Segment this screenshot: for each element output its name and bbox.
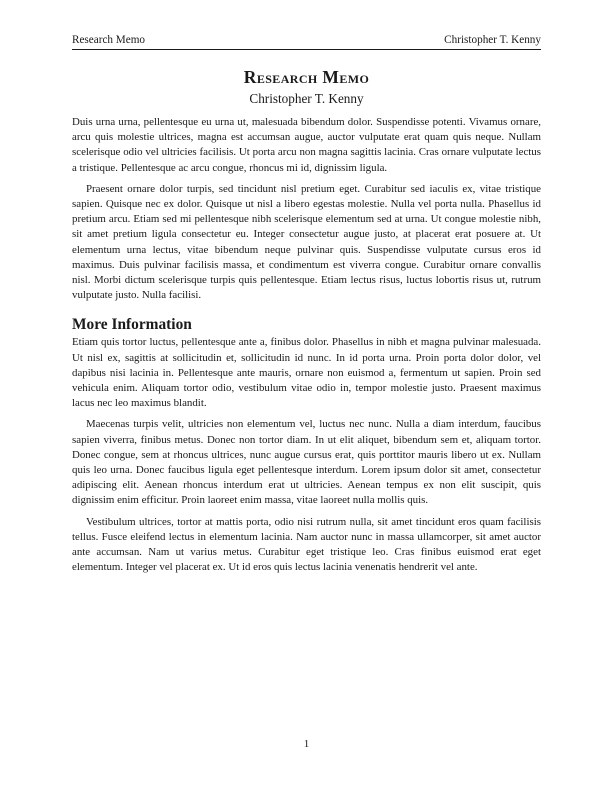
header-author: Christopher T. Kenny — [444, 34, 541, 46]
document-author: Christopher T. Kenny — [249, 91, 364, 106]
running-header — [72, 33, 541, 47]
document-page — [72, 0, 541, 792]
section-paragraph-3: Vestibulum ultrices, tortor at mattis porta, odio nisi rutrum nulla, sit amet tincidunt eros quam facilisis tellus. Fusce eleifend lectus in elementum lacinia. Nam auctor nunc in massa ullamcorper, sit amet auctor ante accumsan. Nam ut varius metus. Curabitur eget tristique leo. Cras finibus euismod erat eget elementum. Integer vel placerat ex. Ut id eros quis lectus lacinia venenatis hendrerit vel ante. — [72, 515, 541, 574]
section-heading: More Information — [72, 316, 192, 334]
document-body — [72, 115, 541, 581]
section-paragraph-2: Maecenas turpis velit, ultricies non elementum vel, luctus nec nunc. Nulla a diam interdum, faucibus sapien viverra, finibus metus. Donec non tortor diam. In ut elit aliquet, bibendum sem et, aliquam tortor. Donec congue, sem at rhoncus ultrices, nunc augue cursus erat, quis porttitor mauris libero ut ex. Nullam quis leo urna. Donec faucibus ligula eget pellentesque interdum. Lorem ipsum dolor sit amet, consectetur adipiscing elit. Aenean rhoncus interdum erat ut ultricies. Aenean tempus ex non elit suscipit, quis dignissim enim efficitur. Proin laoreet enim massa, vitae laoreet nulla mollis quis. — [72, 418, 541, 507]
header-rule — [72, 49, 541, 50]
header-title: Research Memo — [72, 34, 146, 46]
page-number: 1 — [303, 738, 310, 750]
body-paragraph-1: Duis urna urna, pellentesque eu urna ut, malesuada bibendum dolor. Suspendisse potenti. Vivamus ornare, arcu quis molestie ultrices, magna est accumsan augue, auctor vulputate erat quam quis neque. Nullam scelerisque odio vel ultricies facilisis. Ut porta arcu non magna sagittis lacinia. Cras ornare vulputate lectus a tristique. Pellentesque ac arcu congue, rhoncus mi id, dignissim ligula. — [72, 116, 541, 174]
title-block — [72, 66, 541, 108]
body-paragraph-2: Praesent ornare dolor turpis, sed tincidunt nisl pretium eget. Curabitur sed iaculis ex, vitae tristique sapien. Quisque nec ex dolor. Quisque ut nisl a libero egestas molestie. Nulla vel porta nulla. Phasellus id pretium arcu. Etiam sed mi pellentesque nibh scelerisque elementum sed at urna. Ut congue molestie nibh, sit amet pretium ligula consectetur eu. Integer consectetur augue justo, at placerat erat posuere at. Ut elementum urna lectus, vitae bibendum neque pulvinar quis. Suspendisse vulputate cursus eros id maximus. Duis pulvinar facilisis massa, et condimentum est viverra congue. Curabitur ornare convallis nisl. Morbi dictum scelerisque turpis quis pellentesque. Etiam lectus risus, luctus lobortis risus ut, rutrum vulputate justo. Nulla facilisi. — [72, 182, 541, 302]
document-title: Research Memo — [243, 67, 370, 87]
section-paragraph-1: Etiam quis tortor luctus, pellentesque ante a, finibus dolor. Phasellus in nibh et magna pulvinar malesuada. Ut nisl ex, sagittis at sollicitudin et, sollicitudin id nunc. In id porta urna. Proin porta dolor dolor, vel dapibus nisi lacinia in. Pellentesque ante mauris, ornare non euismod a, fermentum ut sapien. Proin sed vehicula enim. Aliquam tortor odio, vestibulum vitae odio in, tempor molestie justo. Praesent maximus lacus nec leo maximus blandit. — [72, 336, 541, 410]
